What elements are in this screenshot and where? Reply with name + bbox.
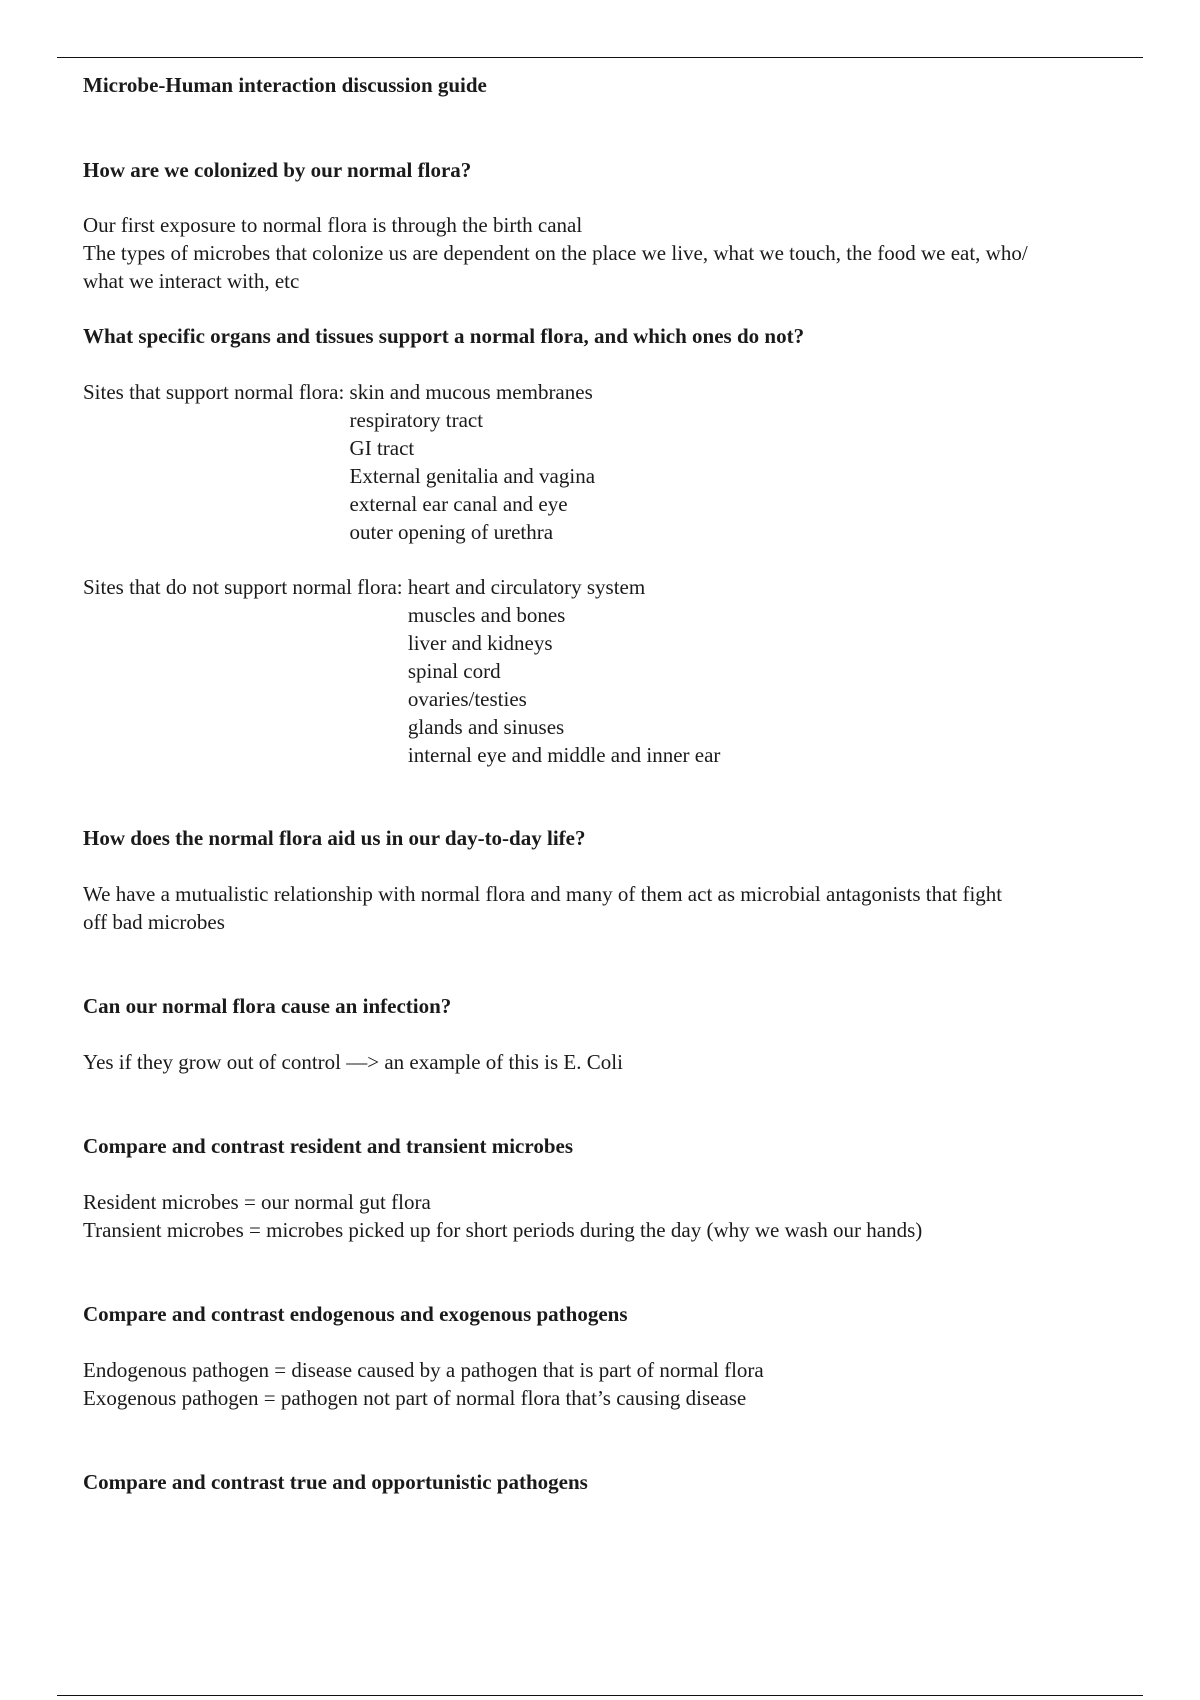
bottom-rule bbox=[57, 1695, 1143, 1696]
supporting-sites-label: Sites that support normal flora: bbox=[83, 380, 350, 404]
site-item: internal eye and middle and inner ear bbox=[407, 743, 721, 767]
answer-line: Resident microbes = our normal gut flora bbox=[83, 1190, 431, 1214]
section-colonized bbox=[83, 156, 1163, 295]
document-title: Microbe-Human interaction discussion guide bbox=[83, 73, 487, 97]
answer-line: Exogenous pathogen = pathogen not part of normal flora that’s causing disease bbox=[83, 1386, 747, 1410]
section-aid bbox=[83, 824, 1163, 936]
answer-block bbox=[83, 1188, 1163, 1244]
section-true-opportunistic bbox=[83, 1468, 1163, 1496]
site-item: skin and mucous membranes bbox=[349, 380, 593, 404]
site-item: GI tract bbox=[349, 436, 415, 460]
answer-block bbox=[83, 1048, 1163, 1076]
site-item: respiratory tract bbox=[349, 408, 484, 432]
section-endogenous-exogenous bbox=[83, 1300, 1163, 1412]
answer-block bbox=[83, 211, 1163, 295]
section-organs bbox=[83, 322, 1163, 769]
question-heading: Compare and contrast endogenous and exogenous pathogens bbox=[83, 1302, 628, 1326]
site-item: ovaries/testies bbox=[407, 687, 527, 711]
section-infection bbox=[83, 992, 1163, 1076]
site-item: muscles and bones bbox=[407, 603, 566, 627]
supporting-sites bbox=[83, 378, 1163, 546]
nonsupporting-sites-label: Sites that do not support normal flora: bbox=[83, 575, 408, 599]
answer-line: We have a mutualistic relationship with normal flora and many of them act as microbial antagonists that fight bbox=[83, 882, 1003, 906]
site-item: heart and circulatory system bbox=[407, 575, 646, 599]
answer-line: Endogenous pathogen = disease caused by a pathogen that is part of normal flora bbox=[83, 1358, 764, 1382]
site-item: spinal cord bbox=[407, 659, 501, 683]
answer-block bbox=[83, 1356, 1163, 1412]
top-rule bbox=[57, 57, 1143, 58]
site-item: external ear canal and eye bbox=[349, 492, 568, 516]
answer-line: Yes if they grow out of control —> an example of this is E. Coli bbox=[83, 1050, 623, 1074]
question-heading: Compare and contrast true and opportunistic pathogens bbox=[83, 1470, 588, 1494]
answer-line: Our first exposure to normal flora is through the birth canal bbox=[83, 213, 583, 237]
question-heading: Can our normal flora cause an infection? bbox=[83, 994, 452, 1018]
section-resident-transient bbox=[83, 1132, 1163, 1244]
question-heading: Compare and contrast resident and transient microbes bbox=[83, 1134, 573, 1158]
answer-line: Transient microbes = microbes picked up for short periods during the day (why we wash our hands) bbox=[83, 1218, 923, 1242]
answer-line: off bad microbes bbox=[83, 910, 225, 934]
site-item: outer opening of urethra bbox=[349, 520, 554, 544]
answer-line: what we interact with, etc bbox=[83, 269, 300, 293]
question-heading: How are we colonized by our normal flora? bbox=[83, 158, 472, 182]
answer-block bbox=[83, 880, 1163, 936]
document-page bbox=[83, 71, 1163, 1496]
supporting-sites-list bbox=[350, 378, 595, 546]
site-item: External genitalia and vagina bbox=[349, 464, 596, 488]
answer-line: The types of microbes that colonize us are dependent on the place we live, what we touch, the food we eat, who/ bbox=[83, 241, 1028, 265]
nonsupporting-sites bbox=[83, 573, 1163, 769]
site-item: liver and kidneys bbox=[407, 631, 553, 655]
nonsupporting-sites-list bbox=[408, 573, 721, 769]
question-heading: What specific organs and tissues support a normal flora, and which ones do not? bbox=[83, 324, 805, 348]
question-heading: How does the normal flora aid us in our day-to-day life? bbox=[83, 826, 586, 850]
site-item: glands and sinuses bbox=[407, 715, 565, 739]
